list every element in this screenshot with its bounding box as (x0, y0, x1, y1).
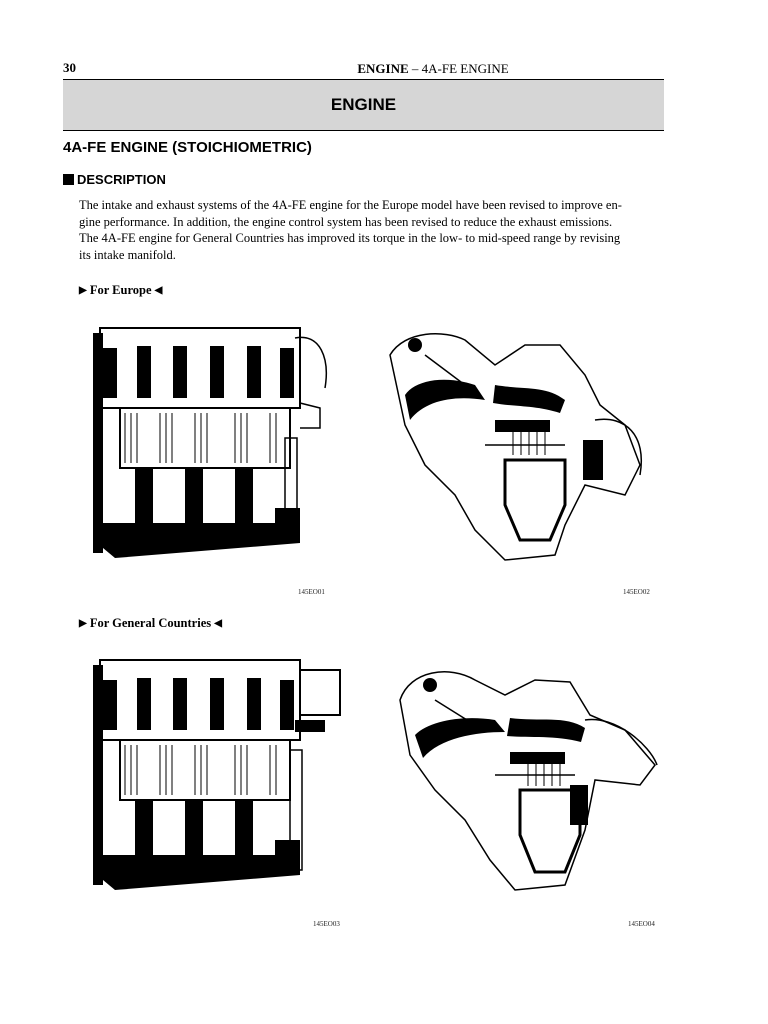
running-header-rest: – 4A-FE ENGINE (408, 61, 509, 76)
running-header (200, 61, 666, 77)
figure-label-europe-text: For Europe (89, 283, 152, 297)
triangle-right-icon: ▶ (79, 618, 87, 629)
running-header-bold: ENGINE (357, 61, 409, 76)
filled-square-icon (63, 174, 74, 185)
page-number: 30 (63, 60, 76, 75)
triangle-right-icon: ▶ (79, 285, 87, 296)
main-heading: 4A-FE ENGINE (STOICHIOMETRIC) (63, 139, 312, 156)
sub-heading-text: DESCRIPTION (77, 172, 166, 187)
engine-side-cutaway-general (395, 660, 665, 910)
body-line: The 4A-FE engine for General Countries has improved its torque in the low- to mid-speed range by revising (79, 231, 621, 245)
section-band: ENGINE (63, 80, 664, 131)
engine-front-cutaway-europe (75, 318, 335, 578)
figure-code: 145EO03 (313, 920, 340, 928)
figure-label-general-text: For General Countries (89, 616, 212, 630)
body-line: The intake and exhaust systems of the 4A-FE engine for the Europe model have been revised to improve en- (79, 198, 622, 212)
figure-code: 145EO04 (628, 920, 655, 928)
figure-code: 145EO01 (298, 588, 325, 596)
triangle-left-icon: ◀ (214, 618, 222, 629)
figure-label-general (79, 616, 222, 631)
body-line: gine performance. In addition, the engine control system has been revised to reduce the exhaust emissions. (79, 214, 613, 229)
engine-front-cutaway-general (75, 650, 345, 910)
triangle-left-icon: ◀ (154, 285, 163, 296)
body-paragraph (79, 197, 664, 263)
figure-label-europe (79, 283, 162, 298)
body-line: its intake manifold. (79, 247, 176, 262)
figure-code: 145EO02 (623, 588, 650, 596)
sub-heading (63, 172, 166, 187)
engine-side-cutaway-europe (385, 325, 655, 575)
